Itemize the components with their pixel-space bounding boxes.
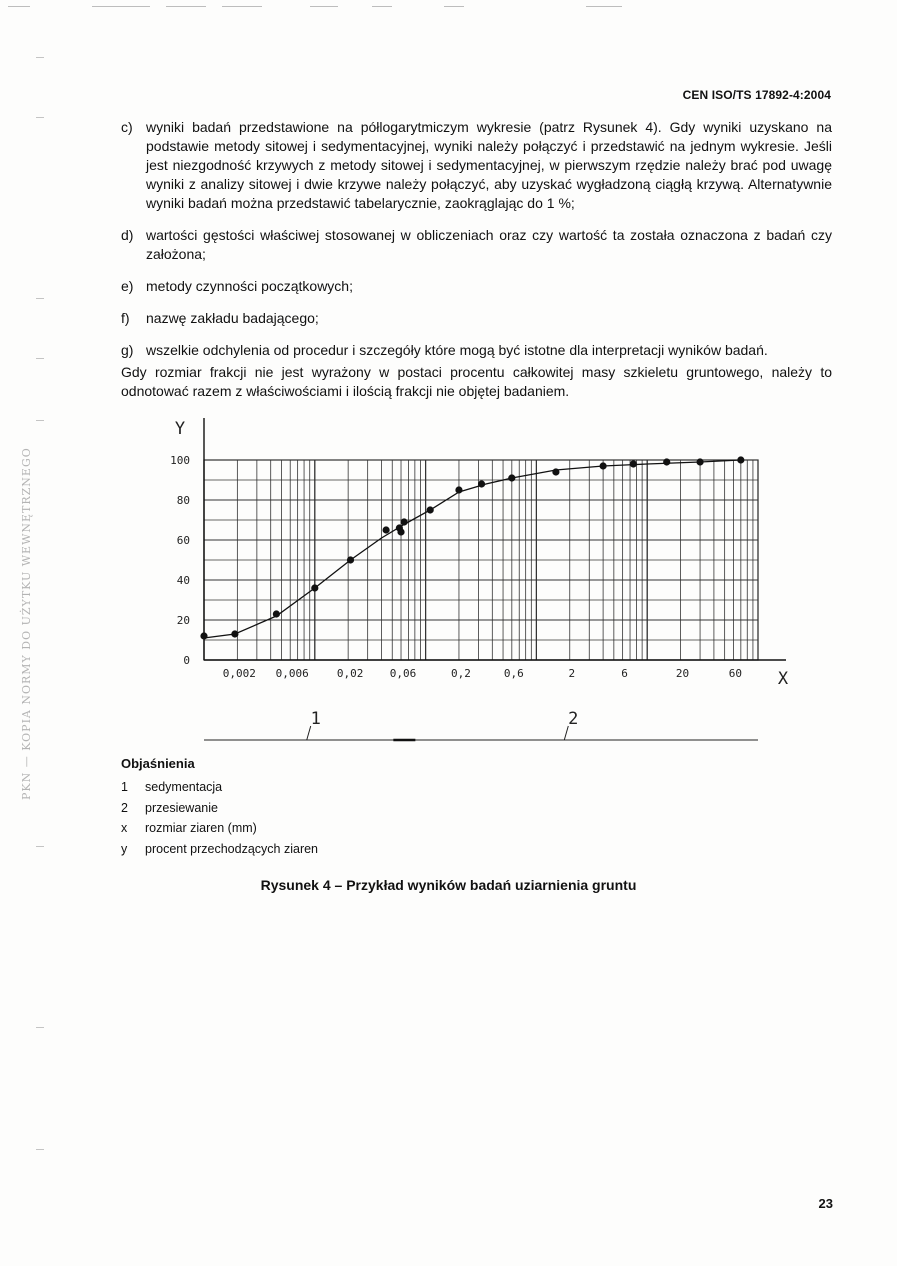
x-tick-label: 0,6 — [503, 667, 524, 680]
data-point — [397, 528, 404, 535]
x-tick-label: 2 — [568, 667, 576, 680]
data-point — [478, 480, 485, 487]
list-marker: d) — [121, 227, 134, 243]
list-item — [121, 277, 832, 296]
margin-mark — [36, 846, 44, 847]
data-point — [382, 526, 389, 533]
data-point — [508, 474, 515, 481]
legend-entry — [121, 818, 318, 839]
data-point — [231, 630, 238, 637]
data-point — [347, 556, 354, 563]
data-point — [311, 584, 318, 591]
body-paragraph: Gdy rozmiar frakcji nie jest wyrażony w postaci procentu całkowitej masy szkieletu gruntowego, należy to odnotować razem z właściwościami i ilością frakcji nie objętej badaniem. — [121, 364, 832, 399]
x-tick-label: 0,06 — [389, 667, 417, 680]
margin-stamp: PKN — KOPIA NORMY DO UŻYTKU WEWNĘTRZNEGO — [20, 447, 33, 800]
legend-key: 2 — [121, 800, 128, 815]
y-tick-label: 100 — [170, 454, 190, 467]
list-text: nazwę zakładu badającego; — [146, 310, 319, 326]
page-number: 23 — [818, 1196, 833, 1211]
list-text: metody czynności początkowych; — [146, 278, 353, 294]
grading-curve-chart — [160, 412, 810, 752]
x-tick-label: 0,002 — [222, 667, 256, 680]
legend-text: rozmiar ziaren (mm) — [145, 821, 257, 835]
x-axis-label: X — [777, 669, 789, 689]
y-tick-label: 80 — [176, 494, 190, 507]
y-tick-label: 20 — [176, 614, 190, 627]
x-tick-label: 0,006 — [275, 667, 309, 680]
legend-entry — [121, 777, 318, 798]
data-point — [200, 632, 207, 639]
data-point — [401, 518, 408, 525]
legend-key: y — [121, 841, 128, 856]
data-point — [600, 462, 607, 469]
margin-mark — [36, 298, 44, 299]
list-item — [121, 309, 832, 328]
grading-curve-line — [204, 460, 741, 638]
list-marker: e) — [121, 278, 134, 294]
y-tick-label: 60 — [176, 534, 190, 547]
legend-text: przesiewanie — [145, 800, 218, 815]
legend-key: x — [121, 821, 128, 835]
x-tick-label: 6 — [621, 667, 628, 680]
list-text: wszelkie odchylenia od procedur i szczegóły które mogą być istotne dla interpretacji wyników badań. — [146, 342, 768, 358]
data-point — [737, 456, 744, 463]
y-axis-label: Y — [174, 419, 186, 439]
margin-mark — [36, 1027, 44, 1028]
range-label: 2 — [568, 709, 579, 729]
data-point — [696, 458, 703, 465]
x-tick-label: 0,2 — [451, 667, 471, 680]
list-text: wyniki badań przedstawione na półlogarytmiczym wykresie (patrz Rysunek 4). Gdy wyniki uzyskano na podstawie metody sitowej i sedymentacyjnej, wyniki należy połączyć i przedstawić na jednym wykresie. Jeśli jest niezgodność krzywych z metody sitowej i sedymentacyjnej, w pierwszym rzędzie należy brać pod uwagę wyniki z analizy sitowej i dwie krzywe należy połączyć, aby uzyskać wygładzoną ciągłą krzywą. Alternatywnie wyniki badań można przedstawić tabelarycznie, zaokrąglając do 1 %; — [146, 119, 832, 211]
list-marker: g) — [121, 342, 134, 358]
x-tick-label: 60 — [728, 667, 743, 680]
figure-caption: Rysunek 4 – Przykład wyników badań uziarnienia gruntu — [260, 877, 637, 893]
requirements-list — [121, 118, 832, 373]
legend-entry — [121, 839, 318, 860]
list-item — [121, 118, 832, 213]
legend-key: 1 — [121, 780, 128, 794]
grading-curve-figure — [160, 412, 810, 752]
y-tick-label: 40 — [176, 574, 190, 587]
data-point — [630, 460, 637, 467]
margin-mark — [36, 117, 44, 118]
range-label: 1 — [310, 709, 321, 729]
data-point — [455, 486, 462, 493]
data-point — [552, 468, 559, 475]
list-item — [121, 226, 832, 264]
x-tick-label: 0,02 — [336, 667, 364, 680]
margin-mark — [36, 1149, 44, 1150]
data-point — [663, 458, 670, 465]
scan-edge-marks — [0, 6, 897, 10]
legend — [121, 756, 318, 859]
list-marker: c) — [121, 119, 133, 135]
list-text: wartości gęstości właściwej stosowanej w obliczeniach oraz czy wartość ta została oznaczona z badań czy założona; — [146, 227, 832, 262]
x-tick-label: 20 — [675, 667, 690, 680]
legend-text: procent przechodzących ziaren — [145, 841, 319, 856]
data-point — [427, 506, 434, 513]
document-id: CEN ISO/TS 17892-4:2004 — [682, 88, 831, 102]
list-item — [121, 341, 832, 360]
y-tick-label: 0 — [183, 654, 190, 667]
margin-mark — [36, 57, 44, 58]
legend-title: Objaśnienia — [121, 756, 195, 771]
legend-entry — [121, 798, 318, 819]
legend-text: sedymentacja — [145, 780, 223, 794]
data-point — [273, 610, 280, 617]
list-marker: f) — [121, 310, 130, 326]
margin-mark — [36, 420, 44, 421]
margin-mark — [36, 358, 44, 359]
